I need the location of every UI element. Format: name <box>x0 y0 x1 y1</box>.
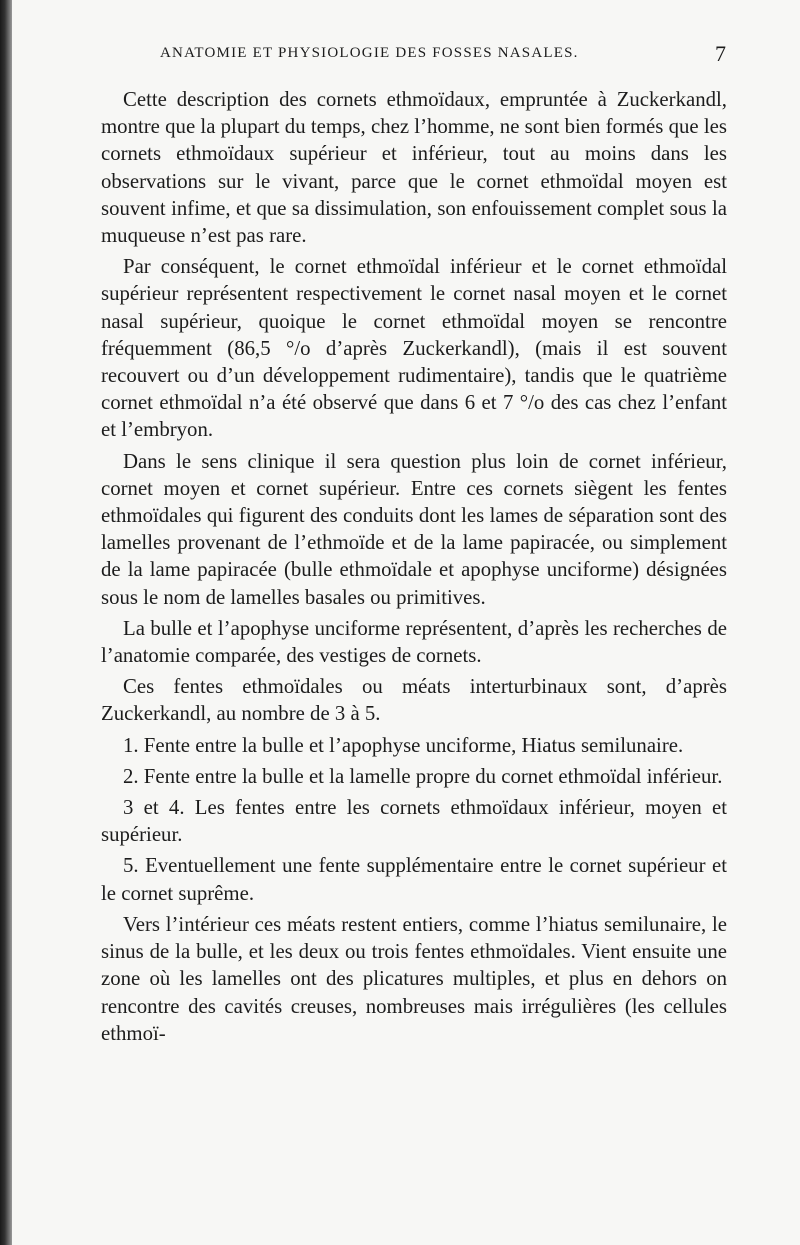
page-number: 7 <box>715 41 726 66</box>
paragraph: Vers l’intérieur ces méats restent entiers, comme l’hiatus semilunaire, le sinus de la bulle, et les deux ou trois fentes ethmoïdales. Vient ensuite une zone où les lamelles ont des plicatures multiples, et plus en dehors on rencontre des cavités creuses, nombreuses mais irrégulières (les cellules ethmoï- <box>101 912 727 1045</box>
list-item: 3 et 4. Les fentes entre les cornets ethmoïdaux inférieur, moyen et supérieur. <box>101 796 727 847</box>
page-edge-shadow <box>0 0 12 1245</box>
body-text <box>101 86 727 1051</box>
list-item: 1. Fente entre la bulle et l’apophyse unciforme, Hiatus semilunaire. <box>123 733 684 757</box>
paragraph: Par conséquent, le cornet ethmoïdal inférieur et le cornet ethmoïdal supérieur représentent respectivement le cornet nasal moyen et le cornet nasal supérieur, quoique le cornet ethmoïdal moyen se rencontre fréquemment (86,5 °/o d’après Zuckerkandl), (mais il est souvent recouvert ou d’un développement rudimentaire), tandis que le quatrième cornet ethmoïdal n’a été observé que dans 6 et 7 °/o des cas chez l’enfant et l’embryon. <box>101 255 727 442</box>
list-item: 2. Fente entre la bulle et la lamelle propre du cornet ethmoïdal inférieur. <box>123 764 723 788</box>
list-item: 5. Eventuellement une fente supplémentaire entre le cornet supérieur et le cornet suprême. <box>101 854 727 905</box>
paragraph: Cette description des cornets ethmoïdaux, empruntée à Zuckerkandl, montre que la plupart du temps, chez l’homme, ne sont bien formés que les cornets ethmoïdaux supérieur et inférieur, tout au moins dans les observations sur le vivant, parce que le cornet ethmoïdal moyen est souvent infime, et que sa dissimulation, son enfouissement complet sous la muqueuse n’est pas rare. <box>101 88 727 248</box>
paragraph: Dans le sens clinique il sera question plus loin de cornet inférieur, cornet moyen et cornet supérieur. Entre ces cornets siègent les fentes ethmoïdales qui figurent des conduits dont les lames de séparation sont des lamelles provenant de l’ethmoïde et de la lame papiracée, ou simplement de la lame papiracée (bulle ethmoïdale et apophyse unciforme) désignées sous le nom de lamelles basales ou primitives. <box>101 449 727 609</box>
paragraph: Ces fentes ethmoïdales ou méats interturbinaux sont, d’après Zuckerkandl, au nombre de 3 à 5. <box>101 675 727 726</box>
paragraph: La bulle et l’apophyse unciforme représentent, d’après les recherches de l’anatomie comparée, des vestiges de cornets. <box>101 616 727 668</box>
running-title: ANATOMIE ET PHYSIOLOGIE DES FOSSES NASALES. <box>160 45 579 61</box>
book-page <box>12 0 800 1245</box>
page-header <box>160 41 726 69</box>
